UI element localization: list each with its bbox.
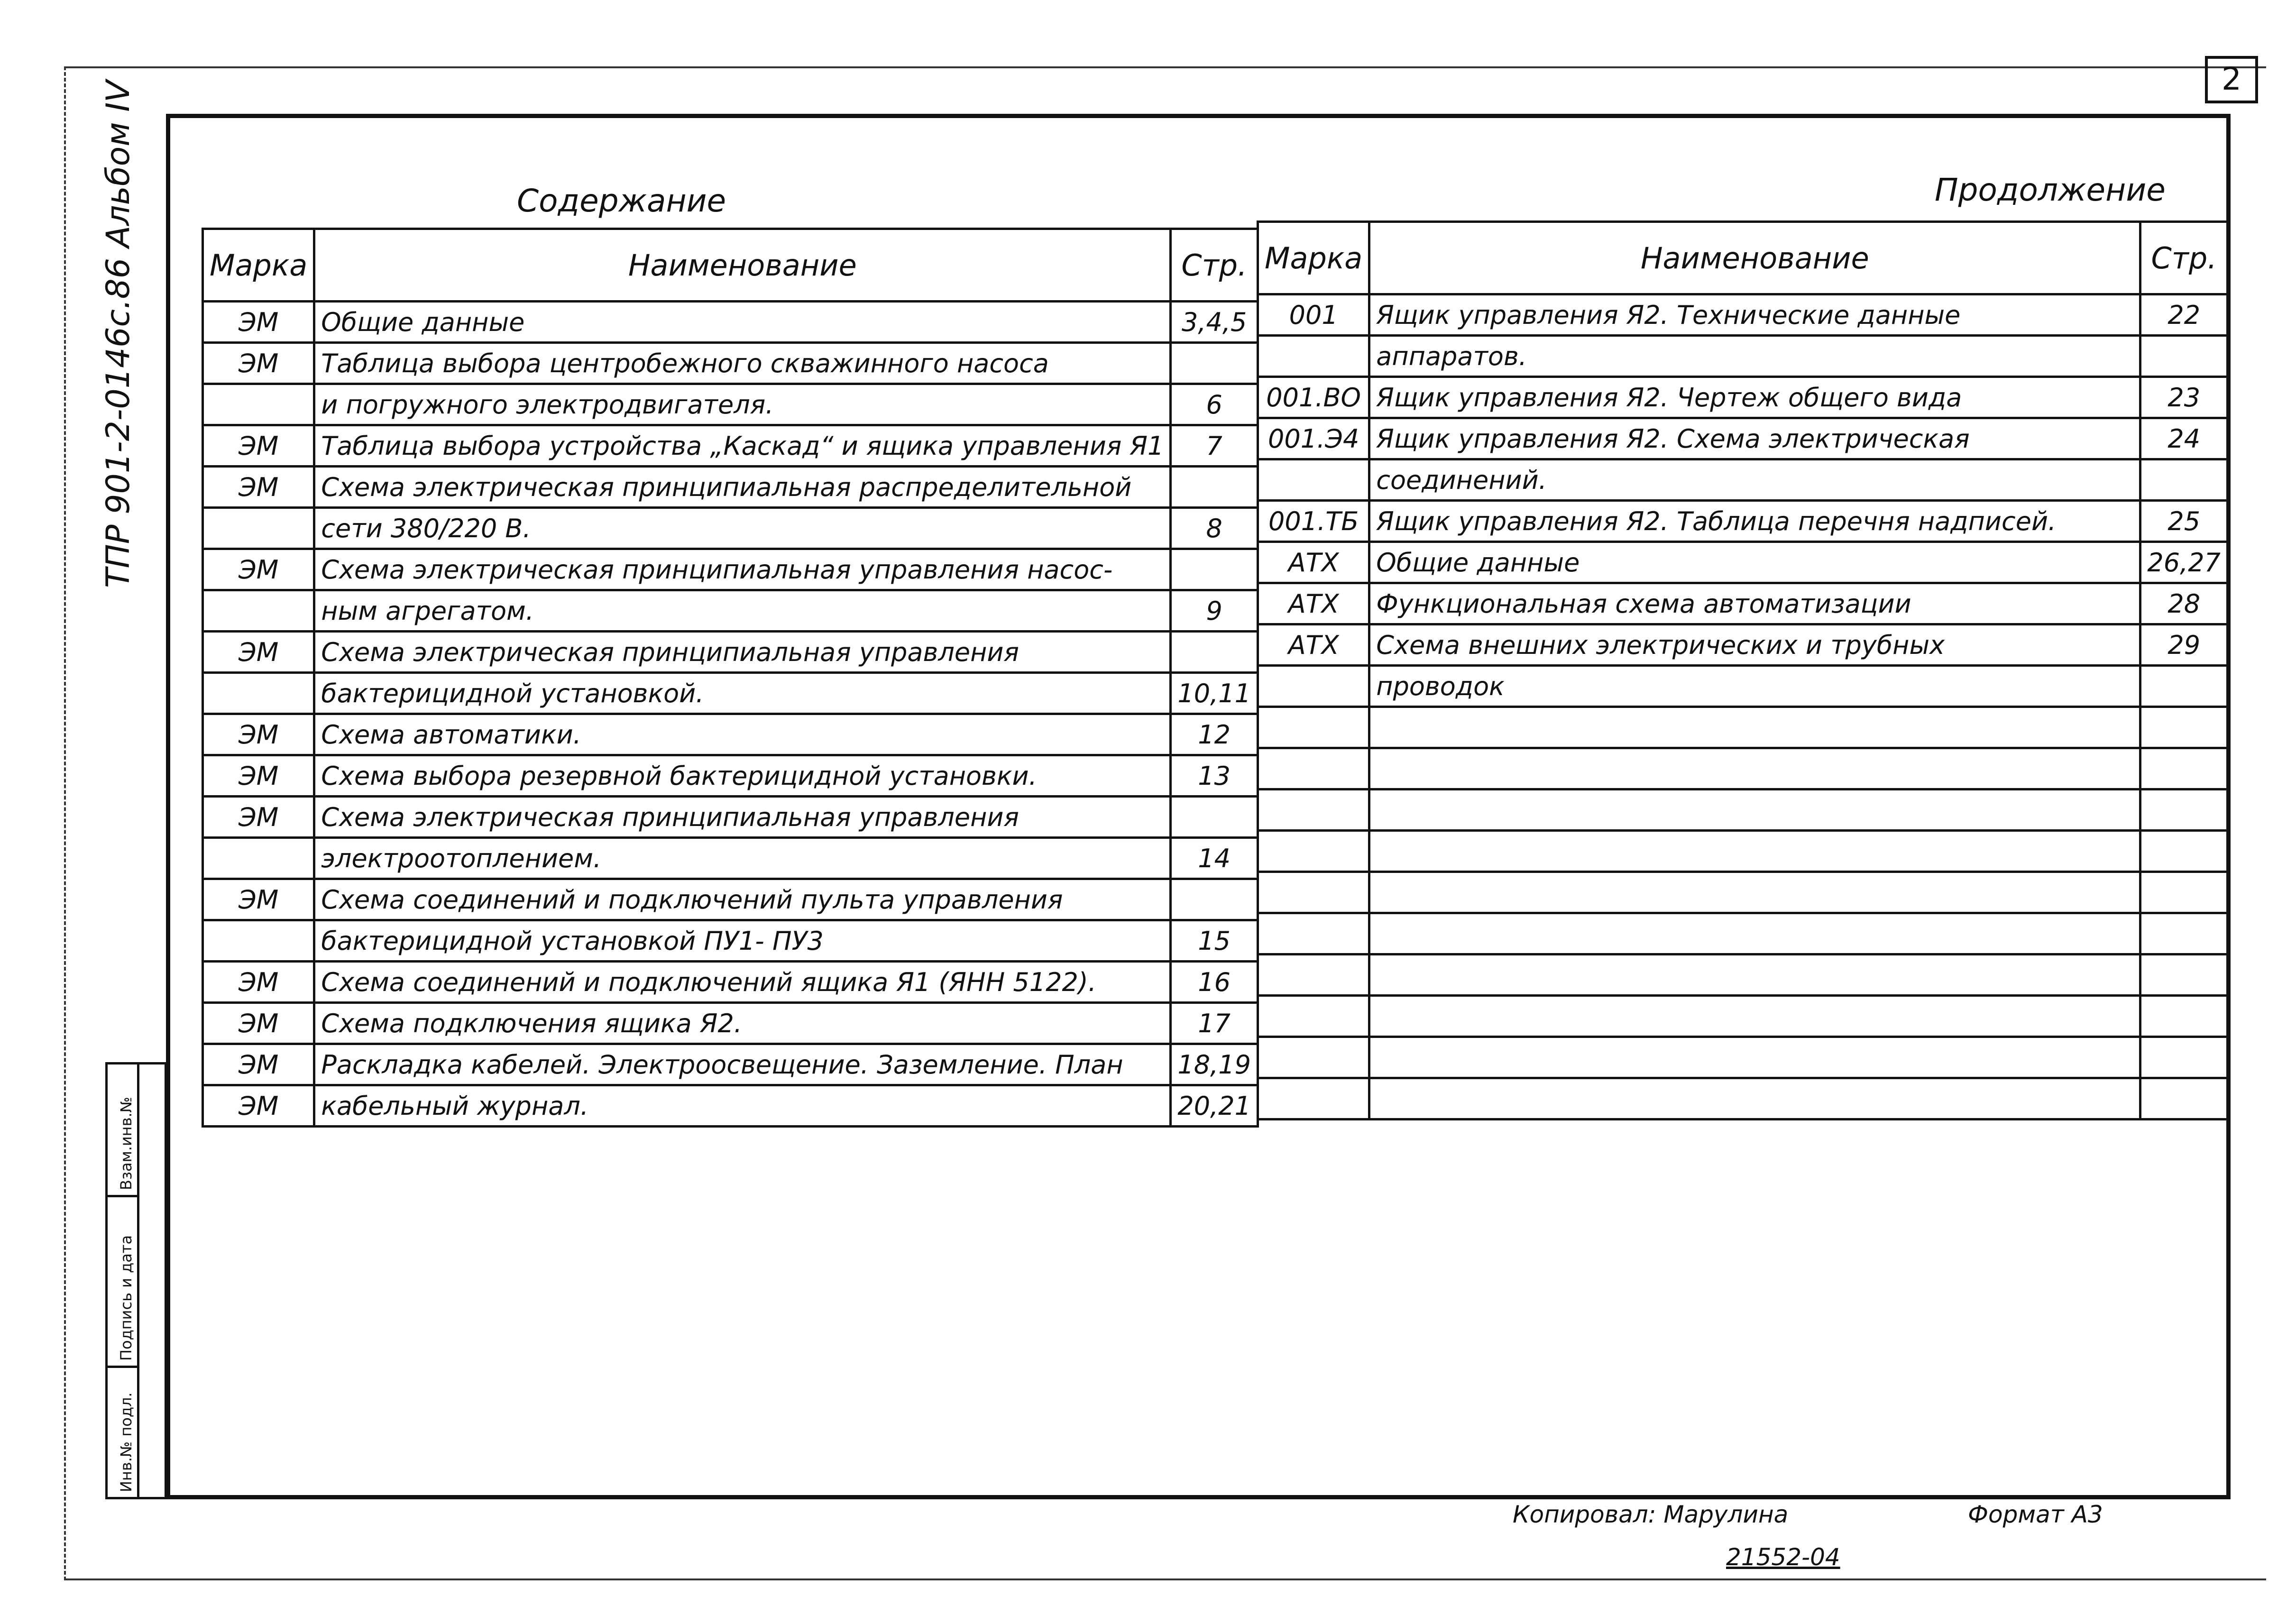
row-name: Схема электрическая принципиальная управления насос-	[314, 549, 1171, 590]
row-page	[2140, 954, 2228, 996]
row-mark	[203, 838, 314, 879]
row-name: Схема выбора резервной бактерицидной установки.	[314, 755, 1171, 797]
contents-title: Содержание	[517, 183, 726, 219]
row-name: Схема подключения ящика Я2.	[314, 1003, 1171, 1044]
table-row	[1258, 459, 2228, 501]
table-row	[1258, 748, 2228, 789]
row-page: 7	[1171, 425, 1258, 467]
row-name: проводок	[1369, 666, 2140, 707]
row-page	[1171, 879, 1258, 920]
continuation-table	[1257, 220, 2229, 1120]
row-page	[2140, 1037, 2228, 1078]
row-mark	[203, 673, 314, 714]
stamp-label: Подпись и дата	[117, 1235, 135, 1361]
row-name: Ящик управления Я2. Чертеж общего вида	[1369, 377, 2140, 418]
row-page	[2140, 748, 2228, 789]
table-row	[203, 302, 1258, 343]
row-page	[1171, 343, 1258, 384]
stamp-label: Инв.№ подл.	[117, 1392, 135, 1492]
row-page: 12	[1171, 714, 1258, 755]
row-page: 24	[2140, 418, 2228, 459]
row-page	[1171, 632, 1258, 673]
row-name: Схема электрическая принципиальная управления	[314, 797, 1171, 838]
row-name: Схема автоматики.	[314, 714, 1171, 755]
row-page	[2140, 789, 2228, 831]
table-row	[203, 838, 1258, 879]
table-row	[1258, 501, 2228, 542]
table-row	[1258, 583, 2228, 624]
row-name	[1369, 748, 2140, 789]
row-mark	[1258, 954, 1369, 996]
page-number: 2	[2205, 56, 2258, 103]
row-mark: ЭМ	[203, 425, 314, 467]
row-name: аппаратов.	[1369, 336, 2140, 377]
row-mark: АТХ	[1258, 583, 1369, 624]
table-row	[203, 962, 1258, 1003]
row-name: Общие данные	[1369, 542, 2140, 583]
row-page: 8	[1171, 508, 1258, 549]
row-name: электроотоплением.	[314, 838, 1171, 879]
table-row	[1258, 913, 2228, 954]
table-row	[203, 1044, 1258, 1085]
row-mark: ЭМ	[203, 755, 314, 797]
row-mark: 001.ТБ	[1258, 501, 1369, 542]
row-name: Общие данные	[314, 302, 1171, 343]
row-page: 20,21	[1171, 1085, 1258, 1127]
table-row	[203, 343, 1258, 384]
row-mark: ЭМ	[203, 962, 314, 1003]
row-mark	[1258, 748, 1369, 789]
table-row	[203, 920, 1258, 962]
table-row	[203, 425, 1258, 467]
row-name: ным агрегатом.	[314, 590, 1171, 632]
table-row	[1258, 624, 2228, 666]
table-row	[203, 384, 1258, 425]
row-mark: ЭМ	[203, 714, 314, 755]
row-name: Схема электрическая принципиальная управления	[314, 632, 1171, 673]
row-name: и погружного электродвигателя.	[314, 384, 1171, 425]
table-row	[203, 714, 1258, 755]
row-mark: ЭМ	[203, 1085, 314, 1127]
table-row	[1258, 294, 2228, 336]
row-mark: ЭМ	[203, 467, 314, 508]
row-mark	[1258, 666, 1369, 707]
row-page: 23	[2140, 377, 2228, 418]
row-page	[2140, 336, 2228, 377]
row-mark	[1258, 996, 1369, 1037]
stamp-divider	[137, 1064, 139, 1497]
row-page: 9	[1171, 590, 1258, 632]
copied-by: Копировал: Марулина	[1513, 1501, 1789, 1528]
table-row	[1258, 1078, 2228, 1119]
table-row	[203, 467, 1258, 508]
row-mark	[1258, 459, 1369, 501]
row-page: 18,19	[1171, 1044, 1258, 1085]
row-mark: ЭМ	[203, 1003, 314, 1044]
row-page	[2140, 707, 2228, 748]
row-mark: ЭМ	[203, 549, 314, 590]
row-name: Ящик управления Я2. Таблица перечня надписей.	[1369, 501, 2140, 542]
column-header-name: Наименование	[314, 229, 1171, 302]
table-row	[1258, 666, 2228, 707]
document-number: 21552-04	[1726, 1543, 1840, 1571]
approval-stamp	[105, 1062, 167, 1499]
row-page	[2140, 831, 2228, 872]
table-row	[203, 549, 1258, 590]
column-header-name: Наименование	[1369, 222, 2140, 294]
row-name	[1369, 831, 2140, 872]
table-row	[203, 1085, 1258, 1127]
row-mark: ЭМ	[203, 302, 314, 343]
table-row	[1258, 996, 2228, 1037]
table-row	[1258, 954, 2228, 996]
row-page	[1171, 467, 1258, 508]
row-name: Ящик управления Я2. Технические данные	[1369, 294, 2140, 336]
row-mark	[203, 384, 314, 425]
row-mark	[1258, 1078, 1369, 1119]
row-page: 26,27	[2140, 542, 2228, 583]
row-mark	[1258, 336, 1369, 377]
row-mark: 001.ВО	[1258, 377, 1369, 418]
row-mark	[1258, 1037, 1369, 1078]
row-page	[1171, 797, 1258, 838]
sheet-format: Формат А3	[1968, 1501, 2103, 1528]
table-row	[203, 797, 1258, 838]
row-page: 6	[1171, 384, 1258, 425]
row-name: Схема соединений и подключений пульта управления	[314, 879, 1171, 920]
row-mark	[1258, 872, 1369, 913]
table-row	[1258, 872, 2228, 913]
row-mark: 001	[1258, 294, 1369, 336]
row-mark: АТХ	[1258, 542, 1369, 583]
row-mark: АТХ	[1258, 624, 1369, 666]
row-mark	[1258, 789, 1369, 831]
row-mark	[203, 508, 314, 549]
stamp-label: Взам.инв.№	[117, 1097, 135, 1190]
row-mark: ЭМ	[203, 1044, 314, 1085]
stamp-signature-cell	[108, 1197, 138, 1368]
row-name	[1369, 1037, 2140, 1078]
row-name: Раскладка кабелей. Электроосвещение. Заземление. План	[314, 1044, 1171, 1085]
row-page: 16	[1171, 962, 1258, 1003]
row-page	[1171, 549, 1258, 590]
row-page: 17	[1171, 1003, 1258, 1044]
row-mark	[1258, 831, 1369, 872]
row-mark	[1258, 913, 1369, 954]
row-mark: ЭМ	[203, 632, 314, 673]
row-mark	[203, 920, 314, 962]
row-name	[1369, 913, 2140, 954]
table-row	[1258, 418, 2228, 459]
row-name: Схема электрическая принципиальная распределительной	[314, 467, 1171, 508]
row-mark: ЭМ	[203, 797, 314, 838]
table-row	[1258, 336, 2228, 377]
album-designation: ТПР 901-2-0146с.86 Альбом IV	[100, 80, 137, 588]
row-mark	[1258, 707, 1369, 748]
stamp-replacement-cell	[108, 1064, 138, 1197]
row-page: 13	[1171, 755, 1258, 797]
row-name: сети 380/220 В.	[314, 508, 1171, 549]
column-header-page: Стр.	[1171, 229, 1258, 302]
row-name: соединений.	[1369, 459, 2140, 501]
row-mark: 001.Э4	[1258, 418, 1369, 459]
column-header-mark: Марка	[1258, 222, 1369, 294]
contents-table	[202, 228, 1259, 1128]
table-row	[203, 590, 1258, 632]
table-row	[1258, 542, 2228, 583]
row-name	[1369, 707, 2140, 748]
stamp-inventory-cell	[108, 1368, 138, 1497]
row-page	[2140, 459, 2228, 501]
table-header-row	[1258, 222, 2228, 294]
row-name: Функциональная схема автоматизации	[1369, 583, 2140, 624]
row-name	[1369, 954, 2140, 996]
table-row	[1258, 377, 2228, 418]
table-row	[203, 879, 1258, 920]
row-name	[1369, 996, 2140, 1037]
column-header-page: Стр.	[2140, 222, 2228, 294]
row-page: 15	[1171, 920, 1258, 962]
row-page: 10,11	[1171, 673, 1258, 714]
row-name: Таблица выбора центробежного скважинного насоса	[314, 343, 1171, 384]
row-page	[2140, 872, 2228, 913]
row-page: 25	[2140, 501, 2228, 542]
row-name: Схема соединений и подключений ящика Я1 (ЯНН 5122).	[314, 962, 1171, 1003]
row-page: 28	[2140, 583, 2228, 624]
row-name: бактерицидной установкой ПУ1- ПУ3	[314, 920, 1171, 962]
row-page	[2140, 666, 2228, 707]
row-page: 22	[2140, 294, 2228, 336]
row-name: Ящик управления Я2. Схема электрическая	[1369, 418, 2140, 459]
row-name	[1369, 789, 2140, 831]
row-page	[2140, 913, 2228, 954]
row-name: Таблица выбора устройства „Каскад“ и ящика управления Я1	[314, 425, 1171, 467]
table-row	[1258, 707, 2228, 748]
table-row	[203, 632, 1258, 673]
row-name: Схема внешних электрических и трубных	[1369, 624, 2140, 666]
row-page: 29	[2140, 624, 2228, 666]
row-page: 3,4,5	[1171, 302, 1258, 343]
row-name: бактерицидной установкой.	[314, 673, 1171, 714]
row-name	[1369, 1078, 2140, 1119]
table-row	[203, 755, 1258, 797]
row-page	[2140, 1078, 2228, 1119]
table-row	[1258, 831, 2228, 872]
table-row	[1258, 789, 2228, 831]
table-row	[203, 673, 1258, 714]
row-name	[1369, 872, 2140, 913]
continuation-title: Продолжение	[1935, 172, 2166, 208]
table-row	[203, 508, 1258, 549]
column-header-mark: Марка	[203, 229, 314, 302]
row-page: 14	[1171, 838, 1258, 879]
row-name: кабельный журнал.	[314, 1085, 1171, 1127]
row-mark: ЭМ	[203, 879, 314, 920]
row-mark	[203, 590, 314, 632]
table-header-row	[203, 229, 1258, 302]
row-page	[2140, 996, 2228, 1037]
table-row	[1258, 1037, 2228, 1078]
table-row	[203, 1003, 1258, 1044]
row-mark: ЭМ	[203, 343, 314, 384]
